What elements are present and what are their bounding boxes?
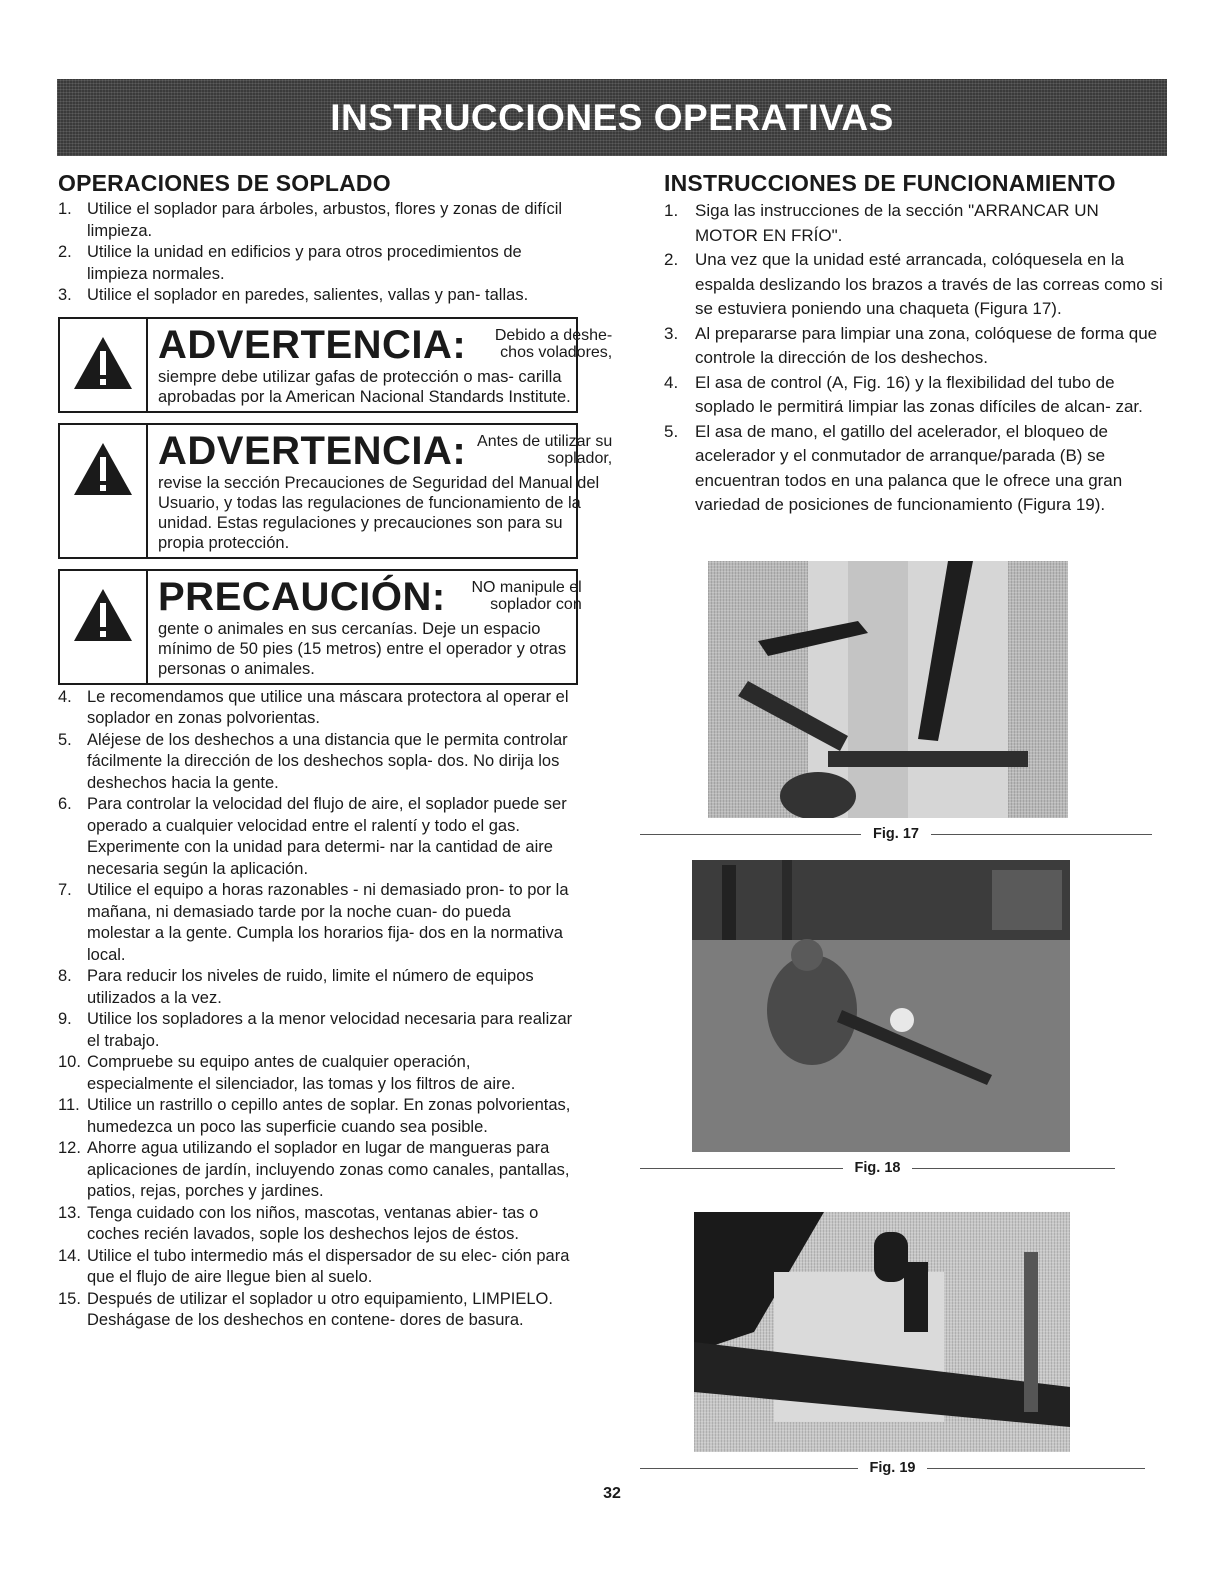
figure-17-illustration xyxy=(708,561,1068,818)
list-item: 13. Tenga cuidado con los niños, mascotas, ventanas abier- tas o coches recién lavados, sople los deshechos lejos de éstos. xyxy=(58,1203,539,1243)
figure-18-caption: Fig. 18 xyxy=(640,1160,1115,1176)
warning-box-precautions xyxy=(58,423,613,559)
list-item: 2. Utilice la unidad en edificios y para otros procedimientos de limpieza normales. xyxy=(58,243,522,283)
warning-box-goggles xyxy=(58,317,613,413)
list-item: 9. Utilice los sopladores a la menor velocidad necesaria para realizar el trabajo. xyxy=(58,1010,573,1050)
list-item: 4. El asa de control (A, Fig. 16) y la flexibilidad del tubo de soplado le permitirá limpiar las zonas difíciles de alcan- zar. xyxy=(664,372,1143,416)
list-item: 2. Una vez que la unidad esté arrancada, colóquesela en la espalda deslizando los brazos a través de las correas como si se estuviera poniendo una chaqueta (Figura 17). xyxy=(664,250,1163,318)
warning-title: ADVERTENCIA: xyxy=(158,322,467,367)
figure-18-photo xyxy=(692,860,1070,1152)
list-item: 10. Compruebe su equipo antes de cualquier operación, especialmente el silenciador, las tomas y los filtros de aire. xyxy=(58,1053,516,1093)
section-banner xyxy=(57,79,1167,156)
list-top xyxy=(58,199,578,307)
list-bottom xyxy=(58,687,578,1332)
list-item: 12. Ahorre agua utilizando el soplador en lugar de mangueras para aplicaciones de jardín, incluyendo zonas como canales, pantallas, patios, rejas, porches y jardines. xyxy=(58,1139,570,1200)
left-heading: OPERACIONES DE SOPLADO xyxy=(58,170,391,196)
right-heading: INSTRUCCIONES DE FUNCIONAMIENTO xyxy=(664,170,1116,196)
list-item: 11. Utilice un rastrillo o cepillo antes de soplar. En zonas polvorientas, humedezca un poco las superficie cuando sea posible. xyxy=(58,1096,571,1136)
list-item: 6. Para controlar la velocidad del flujo de aire, el soplador puede ser operado a cualquier velocidad entre el ralentí y todo el gas. Experimente con la unidad para determi- nar la cantidad de aire necesaria según la aplicación. xyxy=(58,795,567,878)
warning-triangle-icon xyxy=(72,587,134,643)
warning-triangle-icon xyxy=(72,335,134,391)
figure-19-caption: Fig. 19 xyxy=(640,1460,1145,1476)
list-item: 1. Siga las instrucciones de la sección "ARRANCAR UN MOTOR EN FRÍO". xyxy=(664,201,1099,245)
list-item: 15. Después de utilizar el soplador u otro equipamiento, LIMPIELO. Deshágase de los deshechos en contene- dores de basura. xyxy=(58,1289,553,1329)
list-item: 5. El asa de mano, el gatillo del acelerador, el bloqueo de acelerador y el conmutador de arranque/parada (B) se encuentran todos en una palanca que le ofrece una gran variedad de posiciones de funcionamiento (Figura 19). xyxy=(664,421,1123,514)
banner-title: INSTRUCCIONES OPERATIVAS xyxy=(330,96,894,138)
list-item: 7. Utilice el equipo a horas razonables - ni demasiado pron- to por la mañana, ni demasiado tarde por la noche cuan- do pueda molestar a la gente. Cumpla los horarios fija- dos en la normativa local. xyxy=(58,881,569,964)
caution-box xyxy=(58,569,582,685)
warning-text: revise la sección Precauciones de Seguridad del Manual del Usuario, y todas las regulaciones de funcionamiento de la unidad. Estas regulaciones y precauciones son para su propia protección. xyxy=(158,473,600,552)
caution-side-text: NO manipule el soplador con xyxy=(471,578,582,613)
caution-text: gente o animales en sus cercanías. Deje un espacio mínimo de 50 pies (15 metros) entre el operador y otras personas o animales. xyxy=(158,619,567,678)
left-column xyxy=(58,170,613,1332)
warning-triangle-icon xyxy=(72,441,134,497)
figure-19-photo xyxy=(694,1212,1070,1452)
page-number: 32 xyxy=(603,1485,621,1502)
operation-list xyxy=(664,199,1164,518)
warning-text: siempre debe utilizar gafas de protección o mas- carilla aprobadas por la American Nacional Standards Institute. xyxy=(158,367,571,406)
list-item: 4. Le recomendamos que utilice una máscara protectora al operar el soplador en zonas polvorientas. xyxy=(58,687,569,727)
list-item: 3. Utilice el soplador en paredes, salientes, vallas y pan- tallas. xyxy=(58,286,529,304)
warning-title: ADVERTENCIA: xyxy=(158,428,467,473)
figure-19-illustration xyxy=(694,1212,1070,1452)
figure-18-illustration xyxy=(692,860,1070,1152)
list-item: 8. Para reducir los niveles de ruido, limite el número de equipos utilizados a la vez. xyxy=(58,967,534,1007)
list-item: 3. Al prepararse para limpiar una zona, colóquese de forma que controle la dirección de los deshechos. xyxy=(664,323,1158,367)
warning-side-text: Antes de utilizar su soplador, xyxy=(477,432,613,467)
figure-17-caption: Fig. 17 xyxy=(640,826,1152,842)
right-column xyxy=(664,170,1164,518)
list-item: 5. Aléjese de los deshechos a una distancia que le permita controlar fácilmente la dirección de los deshechos sopla- dos. No dirija los deshechos hacia la gente. xyxy=(58,730,568,792)
caution-title: PRECAUCIÓN: xyxy=(158,574,446,619)
list-item: 14. Utilice el tubo intermedio más el dispersador de su elec- ción para que el flujo de aire llegue bien al suelo. xyxy=(58,1246,570,1286)
figure-17-photo xyxy=(708,561,1068,818)
list-item: 1. Utilice el soplador para árboles, arbustos, flores y zonas de difícil limpieza. xyxy=(58,200,563,240)
warning-side-text: Debido a deshe- chos voladores, xyxy=(494,326,613,361)
